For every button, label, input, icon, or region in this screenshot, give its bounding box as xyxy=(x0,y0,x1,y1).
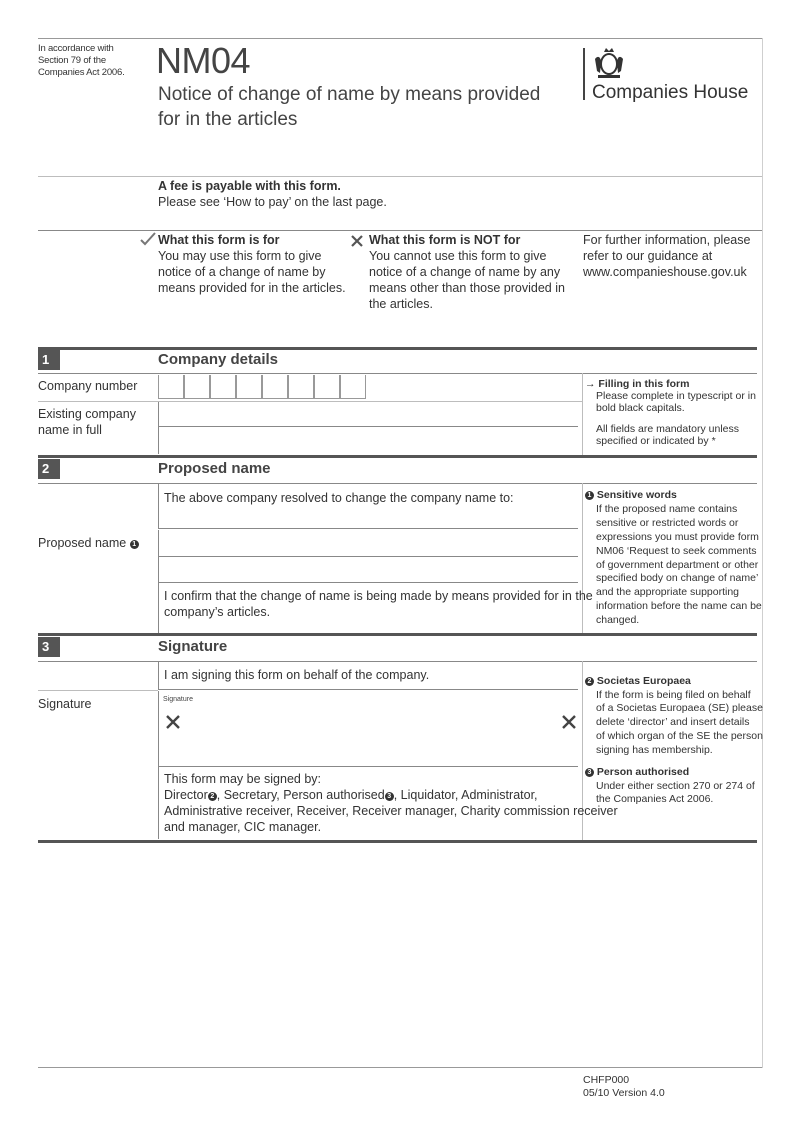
top-rule xyxy=(38,38,762,39)
cross-icon xyxy=(165,714,181,735)
section1-number: 1 xyxy=(38,350,60,370)
existing-name-label: Existing company name in full xyxy=(38,407,136,437)
note-2-bullet-icon: 2 xyxy=(585,677,594,686)
company-number-digit[interactable] xyxy=(262,375,288,399)
arrow-right-icon: → xyxy=(585,378,596,390)
note-3-bullet-icon: 3 xyxy=(385,792,394,801)
existing-name-field-line2[interactable] xyxy=(158,427,578,454)
fee-note: Please see ‘How to pay’ on the last page. xyxy=(158,195,387,209)
header-rule xyxy=(38,176,762,177)
signature-box-label: Signature xyxy=(163,696,193,703)
form-is-for: What this form is for You may use this form to give notice of a change of name by means provided for in the articles. xyxy=(158,233,346,295)
form-is-not-for: What this form is NOT for You cannot use this form to give notice of a change of name by any means other than those provided in the articles. xyxy=(369,233,565,311)
section1-title: Company details xyxy=(158,351,279,368)
section1-title-rule xyxy=(38,373,757,374)
section1-right-divider xyxy=(582,373,583,455)
section2-rule xyxy=(38,455,757,458)
company-number-label: Company number xyxy=(38,379,138,393)
check-mark-icon xyxy=(140,232,156,251)
societas-europaea-note: 2 Societas Europaea If the form is being filed on behalf of a Societas Europaea (SE) please delete ‘director’ and insert details of which organ of the SE the person signing has membership. xyxy=(585,675,763,757)
resolved-statement: The above company resolved to change the company name to: xyxy=(164,491,514,505)
note-1-bullet-icon: 1 xyxy=(130,540,139,549)
section3-title: Signature xyxy=(158,638,228,655)
company-number-digit[interactable] xyxy=(340,375,366,399)
brand-divider xyxy=(583,48,585,100)
signature-label: Signature xyxy=(38,697,92,711)
cross-icon xyxy=(350,234,364,253)
section2-number: 2 xyxy=(38,459,60,479)
section1-rule xyxy=(38,347,757,350)
royal-crest-icon xyxy=(592,47,626,84)
form-title: Notice of change of name by means provided for in the articles xyxy=(158,84,541,130)
company-number-digit[interactable] xyxy=(184,375,210,399)
footer-code: CHFP000 xyxy=(583,1074,630,1086)
section2-title: Proposed name xyxy=(158,460,271,477)
company-number-digit[interactable] xyxy=(288,375,314,399)
page-right-border xyxy=(762,38,763,1068)
sensitive-words-note: 1 Sensitive words If the proposed name contains sensitive or restricted words or expressions you must provide form NM06 ‘Request to seek comments of government department or other specified body on change of name’ and the appropriate supporting information before the name can be changed. xyxy=(585,489,762,628)
further-info: For further information, please refer to our guidance at www.companieshouse.gov.uk xyxy=(583,233,751,279)
signature-row-rule xyxy=(38,690,158,691)
cross-icon xyxy=(561,714,577,735)
filling-note: → Filling in this form Please complete in typescript or in bold black capitals. All fields are mandatory unless specified or indicated by * xyxy=(585,378,756,447)
section3-number: 3 xyxy=(38,637,60,657)
proposed-name-field-line2[interactable] xyxy=(158,557,578,583)
behalf-statement: I am signing this form on behalf of the company. xyxy=(164,668,430,682)
signed-by-text: This form may be signed by: Director 2 , Secretary, Person authorised 3 , Liquidator, Administrator, Administrative receiver, Receiver, Receiver manager, Charity commission receiver and manager, CIC manager. xyxy=(164,772,618,834)
proposed-name-label: Proposed name 1 xyxy=(38,535,139,551)
company-number-digit[interactable] xyxy=(314,375,340,399)
existing-name-field-line1[interactable] xyxy=(158,402,578,427)
form-code: NM04 xyxy=(156,40,251,81)
footer-version: 05/10 Version 4.0 xyxy=(583,1087,665,1099)
section3-end-rule xyxy=(38,840,757,843)
fee-title: A fee is payable with this form. xyxy=(158,179,341,193)
signature-box[interactable] xyxy=(158,691,578,767)
note-3-bullet-icon: 3 xyxy=(585,768,594,777)
confirm-statement: I confirm that the change of name is being made by means provided for in the company’s articles. xyxy=(164,589,593,619)
legal-note: In accordance with Section 79 of the Companies Act 2006. xyxy=(38,43,125,78)
person-authorised-note: 3 Person authorised Under either section 270 or 274 of the Companies Act 2006. xyxy=(585,766,755,807)
brand-name: Companies House xyxy=(592,82,749,103)
section3-rule xyxy=(38,633,757,636)
note-1-bullet-icon: 1 xyxy=(585,491,594,500)
company-number-digit[interactable] xyxy=(236,375,262,399)
company-number-digit[interactable] xyxy=(210,375,236,399)
company-number-digit[interactable] xyxy=(158,375,184,399)
proposed-name-field-line1[interactable] xyxy=(158,530,578,557)
footer-rule xyxy=(38,1067,762,1068)
note-2-bullet-icon: 2 xyxy=(208,792,217,801)
intro-rule xyxy=(38,230,762,231)
